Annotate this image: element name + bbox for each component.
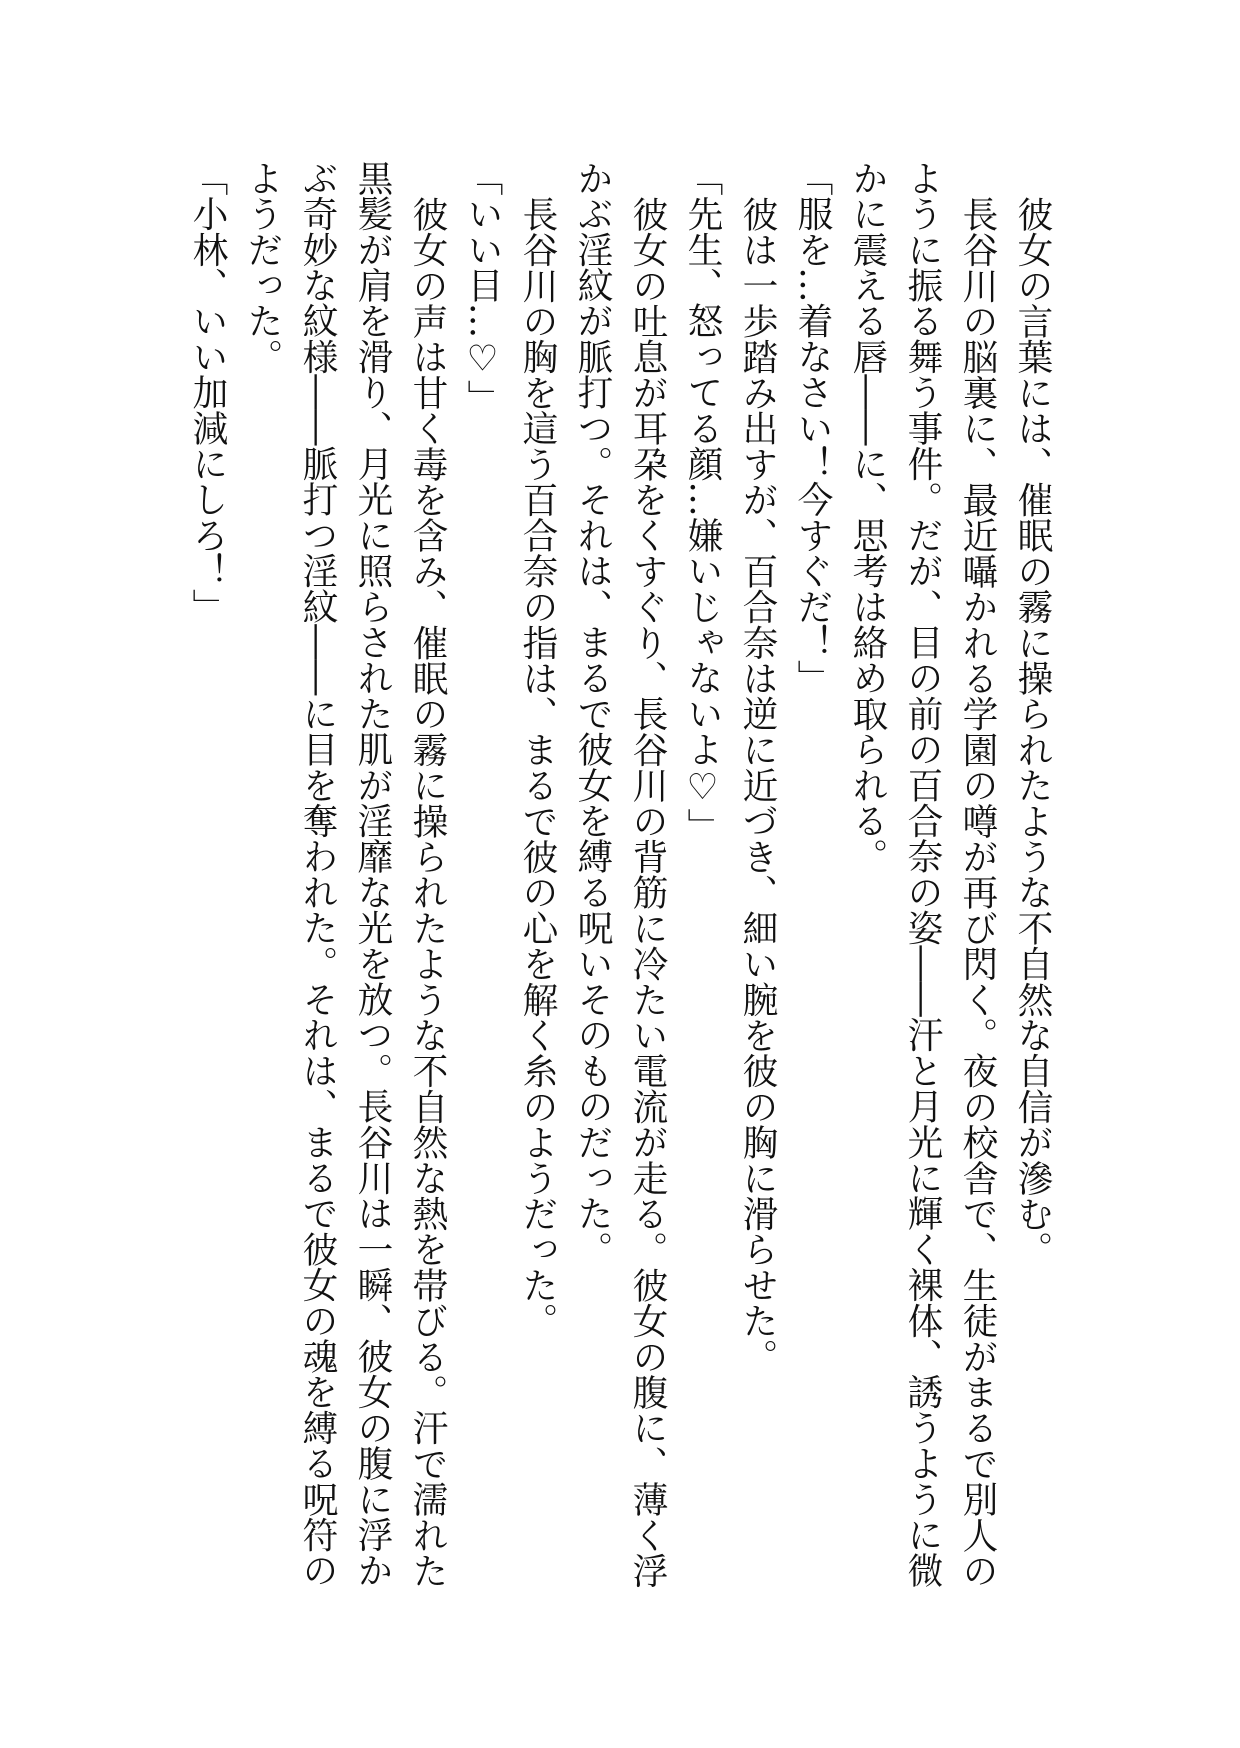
text-column: 長谷川の脳裏に、最近囁かれる学園の噂が再び閃く。夜の校舎で、生徒がまるで別人の (957, 195, 998, 1588)
dialogue-column: 「小林、いい加減にしろ！」 (187, 160, 228, 625)
dialogue-column: 「服を…着なさい！今すぐだ！」 (792, 160, 833, 696)
text-column: ように振る舞う事件。だが、目の前の百合奈の姿――汗と月光に輝く裸体、誘うように微 (902, 160, 943, 1588)
text-column: かに震える唇――に、思考は絡め取られる。 (847, 160, 888, 874)
text-column: ぶ奇妙な紋様――脈打つ淫紋――に目を奪われた。それは、まるで彼女の魂を縛る呪符の (297, 160, 338, 1588)
vertical-text-body (180, 160, 1060, 1600)
text-column: 彼は一歩踏み出すが、百合奈は逆に近づき、細い腕を彼の胸に滑らせた。 (737, 195, 778, 1374)
text-column: ようだった。 (242, 160, 283, 375)
text-column: 彼女の吐息が耳朶をくすぐり、長谷川の背筋に冷たい電流が走る。彼女の腹に、薄く浮 (627, 195, 668, 1588)
dialogue-column: 「いい目…♡」 (462, 160, 503, 416)
text-column: 彼女の言葉には、催眠の霧に操られたような不自然な自信が滲む。 (1012, 195, 1053, 1267)
text-column: 彼女の声は甘く毒を含み、催眠の霧に操られたような不自然な熱を帯びる。汗で濡れた (407, 195, 448, 1588)
text-column: 黒髪が肩を滑り、月光に照らされた肌が淫靡な光を放つ。長谷川は一瞬、彼女の腹に浮か (352, 160, 393, 1588)
dialogue-column: 「先生、怒ってる顔…嫌いじゃないよ♡」 (682, 160, 723, 844)
text-column: 長谷川の胸を這う百合奈の指は、まるで彼の心を解く糸のようだった。 (517, 195, 558, 1339)
text-column: かぶ淫紋が脈打つ。それは、まるで彼女を縛る呪いそのものだった。 (572, 160, 613, 1267)
